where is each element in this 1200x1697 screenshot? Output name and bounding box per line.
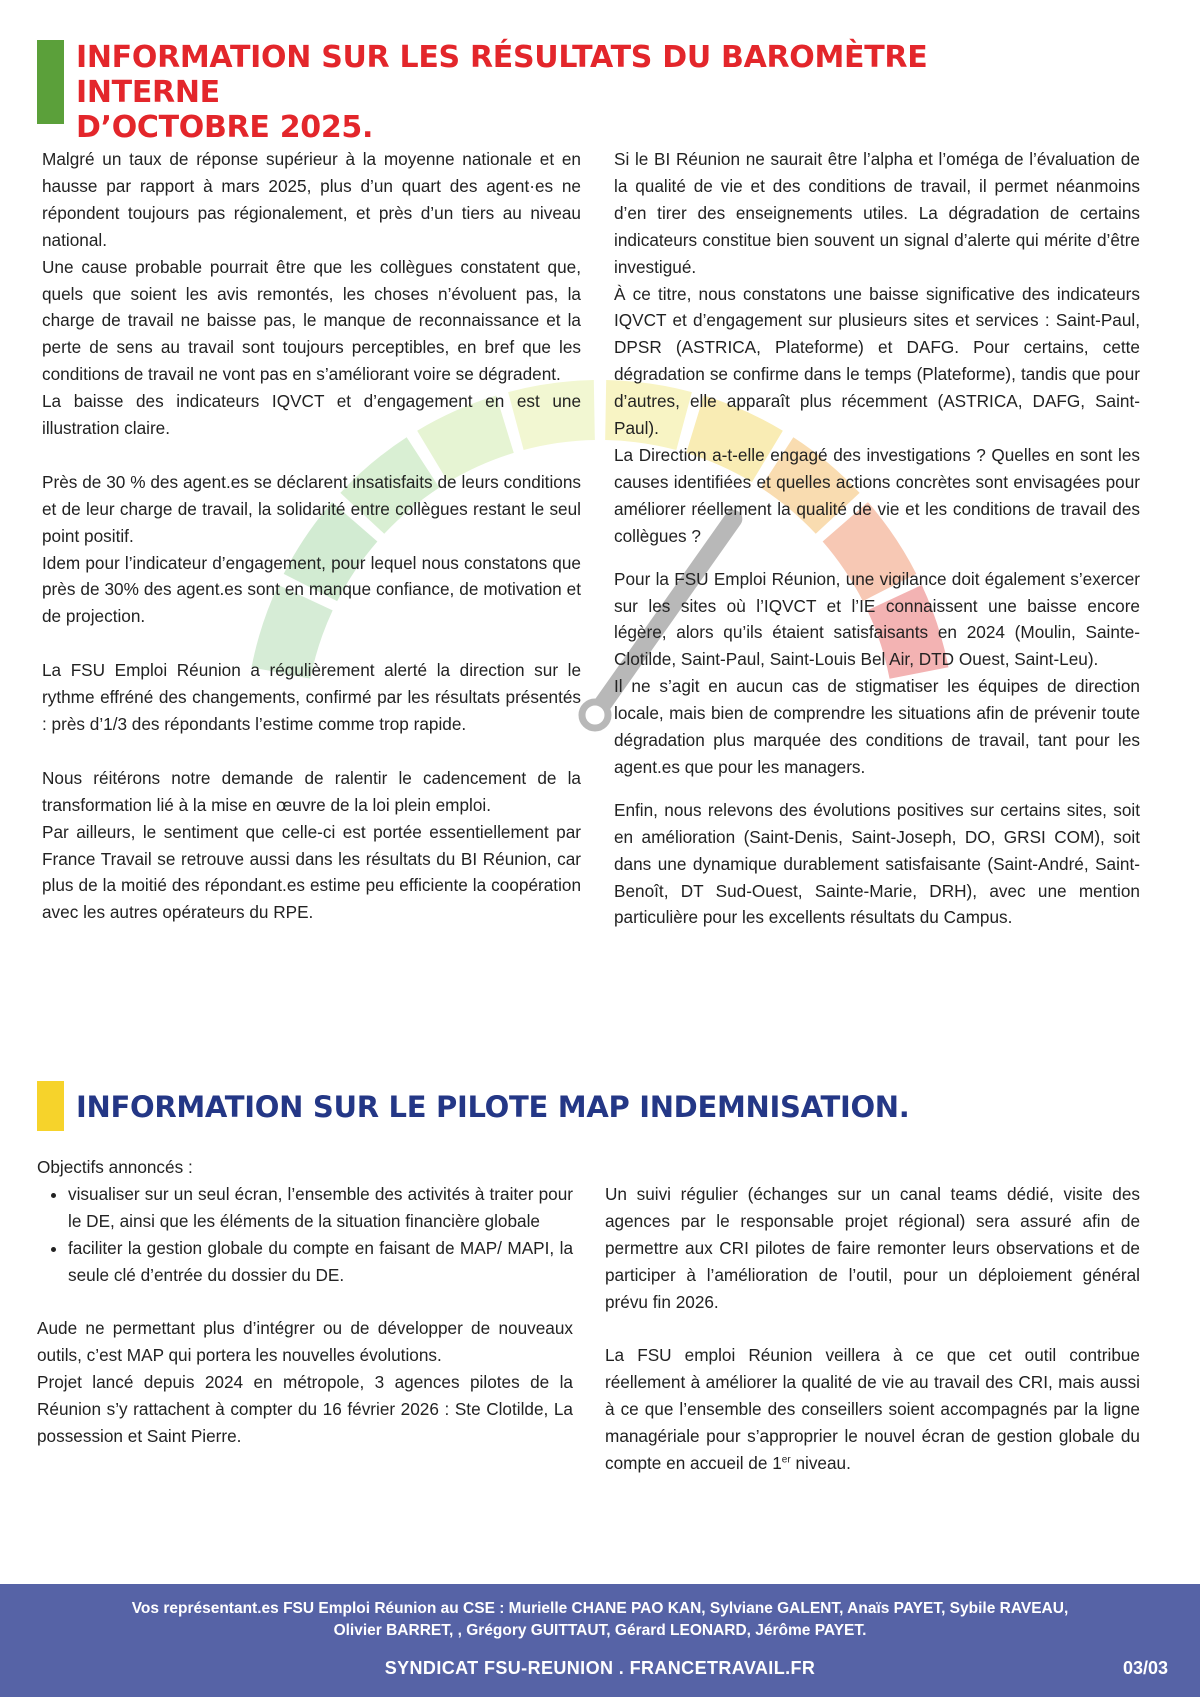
section-1-right-column — [614, 146, 1140, 931]
section-1-title-line-2: D’OCTOBRE 2025. — [76, 110, 374, 146]
objectives-label: Objectifs annoncés : — [37, 1157, 193, 1177]
paragraph: Nous réitérons notre demande de ralentir le cadencement de la transformation lié à la mise en œuvre de la loi plein emploi. — [42, 767, 581, 815]
footer-site-link[interactable]: SYNDICAT FSU-REUNION . FRANCETRAVAIL.FR — [384, 1658, 816, 1678]
footer — [0, 1584, 1200, 1697]
paragraph: Si le BI Réunion ne saurait être l’alpha et l’oméga de l’évaluation de la qualité de vie et des conditions de travail, il permet néanmoins d’en tirer des enseignements utiles. La dégradation de certains indicateurs constitue bien souvent un signal d’alerte qui mérite d’être investigué. — [614, 149, 1140, 277]
representatives — [40, 1598, 1160, 1642]
section-2-right-column — [605, 1181, 1140, 1477]
paragraph: Pour la FSU Emploi Réunion, une vigilance doit également s’exercer sur les sites où l’IQVCT et l’IE connaissent une baisse encore légère, alors qu’ils étaient satisfaisants en 2024 (Moulin, Sainte-Clotilde, Saint-Paul, Saint-Louis Bel Air, DTD Ouest, Saint-Leu). — [614, 568, 1140, 670]
paragraph: Malgré un taux de réponse supérieur à la moyenne nationale et en hausse par rapport à mars 2025, plus d’un quart des agent·es ne répondent toujours pas régionalement, et près d’un tiers au niveau national. — [42, 149, 581, 250]
paragraph: Enfin, nous relevons des évolutions positives sur certains sites, soit en amélioration (Saint-Denis, Saint-Joseph, DO, GRSI COM), soit dans une dynamique durablement satisfaisante (Saint-André, Saint-Benoît, DT Sud-Ouest, Sainte-Marie, DRH), avec une mention particulière pour les excellents résultats du Campus. — [614, 799, 1140, 928]
paragraph — [605, 1342, 1140, 1477]
paragraph: Aude ne permettant plus d’intégrer ou de développer de nouveaux outils, c’est MAP qui portera les nouvelles évolutions. — [37, 1318, 573, 1366]
paragraph: Projet lancé depuis 2024 en métropole, 3 agences pilotes de la Réunion s’y rattachent à compter du 16 février 2026 : Ste Clotilde, La possession et Saint Pierre. — [37, 1372, 573, 1447]
paragraph: Un suivi régulier (échanges sur un canal teams dédié, visite des agences par le responsable projet régional) sera assuré afin de permettre aux CRI pilotes de faire remonter leurs observations et de participer à l’amélioration de l’outil, pour un déploiement général prévu fin 2026. — [605, 1184, 1140, 1312]
section-1-accent-bar — [37, 40, 64, 124]
representatives-line-1: Vos représentant.es FSU Emploi Réunion au CSE : Murielle CHANE PAO KAN, Sylviane GALENT, Anaïs PAYET, Sybile RAVEAU, — [131, 1600, 1069, 1617]
list-item: • visualiser sur un seul écran, l’ensemble des activités à traiter pour le DE, ainsi que les éléments de la situation financière globale — [68, 1181, 573, 1235]
paragraph-text-end: niveau. — [790, 1453, 851, 1474]
paragraph: À ce titre, nous constatons une baisse significative des indicateurs IQVCT et d’engagement sur plusieurs sites et services : Saint-Paul, DPSR (ASTRICA, Plateforme) et DAFG. Pour certains, cette dégradation se confirme dans le temps (Plateforme), tandis que pour d’autres, elle apparaît plus récemment (ASTRICA, DAFG, Saint-Paul). — [614, 283, 1140, 439]
paragraph: Il ne s’agit en aucun cas de stigmatiser les équipes de direction locale, mais bien de comprendre les situations afin de prévenir toute dégradation plus marquée des conditions de travail, tant pour les agent.es que pour les managers. — [614, 676, 1140, 777]
page-number: 03/03 — [1122, 1658, 1168, 1678]
paragraph: La Direction a-t-elle engagé des investigations ? Quelles en sont les causes identifiées et quelles actions concrètes sont envisagées pour améliorer réellement la qualité de vie et les conditions de travail des collègues ? — [614, 444, 1140, 546]
section-1-left-column — [42, 146, 581, 926]
section-2-accent-bar — [37, 1081, 64, 1131]
paragraph: La baisse des indicateurs IQVCT et d’engagement en est une illustration claire. — [42, 391, 581, 439]
section-2-left-column — [37, 1154, 573, 1450]
paragraph: Une cause probable pourrait être que les collègues constatent que, quels que soient les avis remontés, les choses n’évoluent pas, la charge de travail ne baisse pas, le manque de reconnaissance et la perte de sens au travail sont toujours perceptibles, en bref que les conditions de travail ne vont pas en s’améliorant voire se dégradent. — [42, 256, 581, 385]
paragraph-text: La FSU emploi Réunion veillera à ce que cet outil contribue réellement à améliorer la qualité de vie au travail des CRI, mais aussi à ce que l’ensemble des conseillers soient accompagnés par la ligne managériale pour s’approprier le nouvel écran de gestion globale du compte en accueil de 1 — [605, 1345, 1140, 1474]
paragraph: Par ailleurs, le sentiment que celle-ci est portée essentiellement par France Travail se retrouve aussi dans les résultats du BI Réunion, car plus de la moitié des répondant.es estime peu efficiente la coopération avec les autres opérateurs du RPE. — [42, 821, 581, 923]
ordinal-suffix: er — [781, 1454, 791, 1466]
paragraph: La FSU Emploi Réunion a régulièrement alerté la direction sur le rythme effréné des changements, confirmé par les résultats présentés : près d’1/3 des répondants l’estime comme trop rapide. — [42, 660, 581, 734]
paragraph: Près de 30 % des agent.es se déclarent insatisfaits de leurs conditions et de leur charge de travail, la solidarité entre collègues restant le seul point positif. — [42, 471, 581, 546]
list-item: • faciliter la gestion globale du compte en faisant de MAP/ MAPI, la seule clé d’entrée du dossier du DE. — [68, 1235, 573, 1289]
section-1-title — [76, 40, 1036, 146]
section-2-title: INFORMATION SUR LE PILOTE MAP INDEMNISATION. — [76, 1090, 910, 1124]
paragraph: Idem pour l’indicateur d’engagement, pour lequel nous constatons que près de 30% des agent.es sont en manque confiance, de motivation et de projection. — [42, 552, 581, 627]
section-2-header — [37, 1081, 909, 1131]
gauge-needle-hub — [582, 702, 608, 728]
section-1-header — [37, 40, 1036, 146]
representatives-line-2: Olivier BARRET, , Grégory GUITTAUT, Gérard LEONARD, Jérôme PAYET. — [333, 1622, 867, 1639]
objectives-list — [37, 1181, 573, 1289]
section-1-title-line-1: INFORMATION SUR LES RÉSULTATS DU BAROMÈTRE INTERNE — [76, 40, 928, 111]
